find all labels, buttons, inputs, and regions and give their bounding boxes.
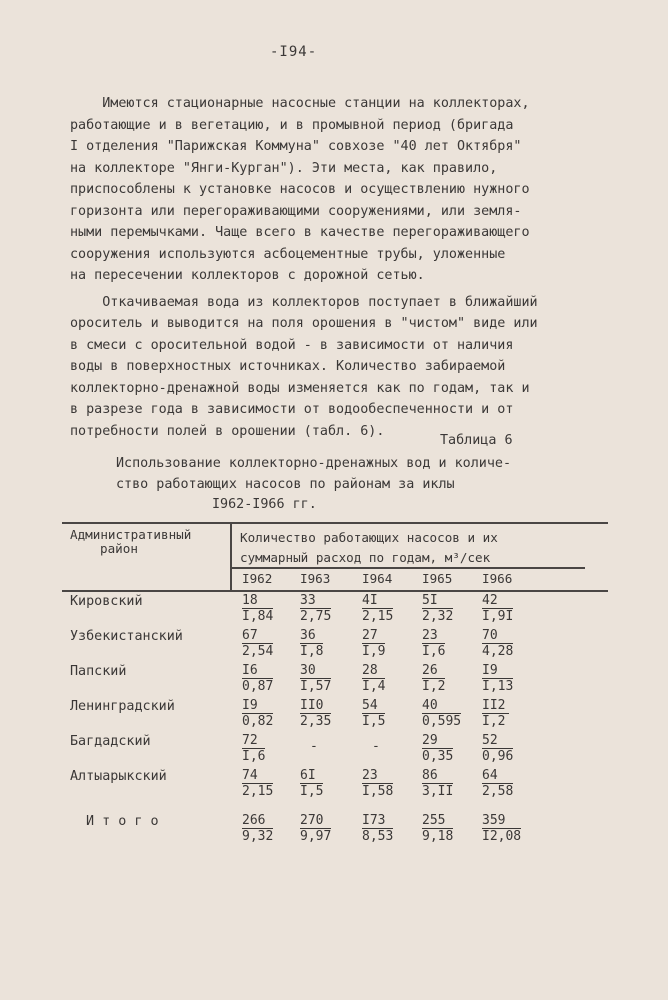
discharge-value: 0,87 — [242, 679, 274, 694]
text-line: Имеются стационарные насосные станции на коллекторах, — [70, 96, 530, 111]
discharge-value: I,2 — [482, 714, 506, 729]
text-line: на пересечении коллекторов с дорожной сетью. — [70, 268, 425, 283]
pump-count: 6I — [300, 768, 323, 784]
text-line: на коллекторе "Янги-Курган"). Эти места, как правило, — [70, 160, 498, 176]
discharge-value: 9,32 — [242, 829, 274, 844]
discharge-value: I,2 — [422, 679, 446, 694]
header-values: Количество работающих насосов и их — [240, 530, 498, 545]
pump-count: I9 — [242, 698, 273, 714]
region-name: Узбекистанский — [70, 629, 183, 644]
year-header: I964 — [362, 571, 393, 586]
table-cell — [362, 593, 393, 624]
table-cell — [422, 768, 453, 799]
pump-count: 70 — [482, 628, 513, 644]
pump-count: 42 — [482, 593, 513, 609]
table-cell — [362, 813, 393, 844]
pump-count: 23 — [422, 628, 445, 644]
table-rule — [62, 590, 608, 592]
table-cell — [310, 739, 318, 754]
year-header: I962 — [242, 571, 273, 586]
table-cell — [482, 733, 513, 764]
pump-count: 29 — [422, 733, 453, 749]
table-cell — [300, 628, 323, 659]
discharge-value: 9,97 — [300, 829, 332, 844]
year-header: I965 — [422, 571, 453, 586]
table-cell — [300, 663, 331, 694]
discharge-value: I,9 — [362, 644, 386, 659]
discharge-value: 0,595 — [422, 714, 462, 729]
discharge-value: 0,35 — [422, 749, 454, 764]
table-cell — [422, 698, 461, 729]
table-cell — [300, 593, 331, 624]
discharge-value: 0,96 — [482, 749, 514, 764]
discharge-value: I,8 — [300, 644, 324, 659]
pump-count: 30 — [300, 663, 331, 679]
table-cell — [422, 733, 453, 764]
region-name: Кировский — [70, 594, 143, 609]
discharge-value: I,5 — [362, 714, 386, 729]
table-cell — [482, 813, 521, 844]
table-title-line: Использование коллекторно-дренажных вод и количе- — [116, 456, 512, 471]
table-cell — [362, 768, 393, 799]
text-line: воды в поверхностных источниках. Количество забираемой — [70, 359, 506, 374]
text-line: в разрезе года в зависимости от водообеспеченности и от — [70, 402, 514, 417]
table-number: Таблица 6 — [440, 433, 513, 448]
text-line: в смеси с оросительной водой - в зависимости от наличия — [70, 337, 514, 353]
table-cell — [482, 768, 513, 799]
pump-count: 23 — [362, 768, 393, 784]
discharge-value: 2,15 — [362, 609, 394, 624]
table-title-line: I962-I966 гг. — [212, 497, 317, 512]
pump-count: 52 — [482, 733, 513, 749]
discharge-value: 2,75 — [300, 609, 332, 624]
pump-count: I6 — [242, 663, 273, 679]
discharge-value: I,6 — [422, 644, 446, 659]
table-rule — [230, 567, 585, 569]
pump-count: - — [372, 739, 380, 754]
discharge-value: 2,58 — [482, 784, 514, 799]
discharge-value: 3,II — [422, 784, 454, 799]
table-cell — [422, 593, 453, 624]
region-name: Алтыарыкский — [70, 769, 167, 784]
pump-count: II0 — [300, 698, 331, 714]
pump-count: 72 — [242, 733, 265, 749]
discharge-value: 2,32 — [422, 609, 454, 624]
year-header: I966 — [482, 571, 513, 586]
table-cell — [242, 733, 265, 764]
header-values: суммарный расход по годам, м³/сек — [240, 550, 491, 565]
region-name: Багдадский — [70, 734, 151, 749]
pump-count: 18 — [242, 593, 273, 609]
text-line: коллекторно-дренажной воды изменяется как по годам, так и — [70, 380, 530, 396]
discharge-value: 0,82 — [242, 714, 274, 729]
pump-count: 266 — [242, 813, 273, 829]
discharge-value: I,6 — [242, 749, 266, 764]
page-number: -I94- — [270, 44, 318, 60]
table-rule — [230, 522, 232, 592]
table-title-line: ство работающих насосов по районам за иклы — [116, 477, 455, 492]
table-cell — [242, 593, 273, 624]
table-cell — [300, 768, 323, 799]
pump-count: 33 — [300, 593, 331, 609]
discharge-value: I2,08 — [482, 829, 522, 844]
header-region: Административный — [70, 527, 192, 542]
pump-count: 54 — [362, 698, 385, 714]
discharge-value: 2,15 — [242, 784, 274, 799]
text-line: ными перемычками. Чаще всего в качестве перегораживающего — [70, 225, 530, 240]
discharge-value: 8,53 — [362, 829, 394, 844]
pump-count: 270 — [300, 813, 331, 829]
table-cell — [482, 698, 509, 729]
text-line: сооружения используются асбоцементные трубы, уложенные — [70, 246, 506, 262]
discharge-value: I,58 — [362, 784, 394, 799]
table-cell — [300, 813, 331, 844]
discharge-value: I,57 — [300, 679, 332, 694]
table-cell — [362, 698, 385, 729]
table-cell — [300, 698, 331, 729]
discharge-value: I,4 — [362, 679, 386, 694]
table-cell — [362, 663, 385, 694]
pump-count: 359 — [482, 813, 521, 829]
pump-count: II2 — [482, 698, 509, 714]
discharge-value: 2,54 — [242, 644, 274, 659]
pump-count: 64 — [482, 768, 513, 784]
text-line: I отделения "Парижская Коммуна" совхозе "40 лет Октября" — [70, 139, 522, 154]
table-cell — [242, 698, 273, 729]
text-line: потребности полей в орошении (табл. 6). — [70, 423, 385, 439]
pump-count: 74 — [242, 768, 273, 784]
discharge-value: I,84 — [242, 609, 274, 624]
region-name: И т о г о — [86, 814, 159, 829]
table-cell — [482, 628, 513, 659]
text-line: Откачиваемая вода из коллекторов поступает в ближайший — [70, 294, 538, 310]
table-cell — [422, 663, 445, 694]
text-line: приспособлены к установке насосов и осуществлению нужного — [70, 182, 530, 197]
pump-count: 86 — [422, 768, 453, 784]
pump-count: 28 — [362, 663, 385, 679]
pump-count: 4I — [362, 593, 393, 609]
text-line: работающие и в вегетацию, и в промывной период (бригада — [70, 117, 514, 133]
table-cell — [242, 768, 273, 799]
table-cell — [482, 663, 513, 694]
table-cell — [362, 628, 385, 659]
table-rule — [62, 522, 608, 524]
region-name: Папский — [70, 664, 127, 679]
pump-count: 67 — [242, 628, 273, 644]
discharge-value: 4,28 — [482, 644, 514, 659]
region-name: Ленинградский — [70, 699, 175, 714]
pump-count: I9 — [482, 663, 513, 679]
text-line: горизонта или перегораживающими сооружениями, или земля- — [70, 203, 522, 219]
table-cell — [422, 813, 453, 844]
table-cell — [242, 663, 273, 694]
table-cell — [422, 628, 445, 659]
pump-count: 36 — [300, 628, 323, 644]
discharge-value: I,9I — [482, 609, 514, 624]
table-cell — [372, 739, 380, 754]
header-region: район — [100, 541, 138, 556]
pump-count: 26 — [422, 663, 445, 679]
pump-count: 5I — [422, 593, 453, 609]
pump-count: I73 — [362, 813, 393, 829]
pump-count: 255 — [422, 813, 453, 829]
discharge-value: I,13 — [482, 679, 514, 694]
year-header: I963 — [300, 571, 331, 586]
discharge-value: I,5 — [300, 784, 324, 799]
table-cell — [482, 593, 513, 624]
text-line: ороситель и выводится на поля орошения в "чистом" виде или — [70, 316, 538, 331]
discharge-value: 2,35 — [300, 714, 332, 729]
pump-count: 40 — [422, 698, 461, 714]
table-cell — [242, 813, 273, 844]
pump-count: 27 — [362, 628, 385, 644]
discharge-value: 9,18 — [422, 829, 454, 844]
table-cell — [242, 628, 273, 659]
pump-count: - — [310, 739, 318, 754]
